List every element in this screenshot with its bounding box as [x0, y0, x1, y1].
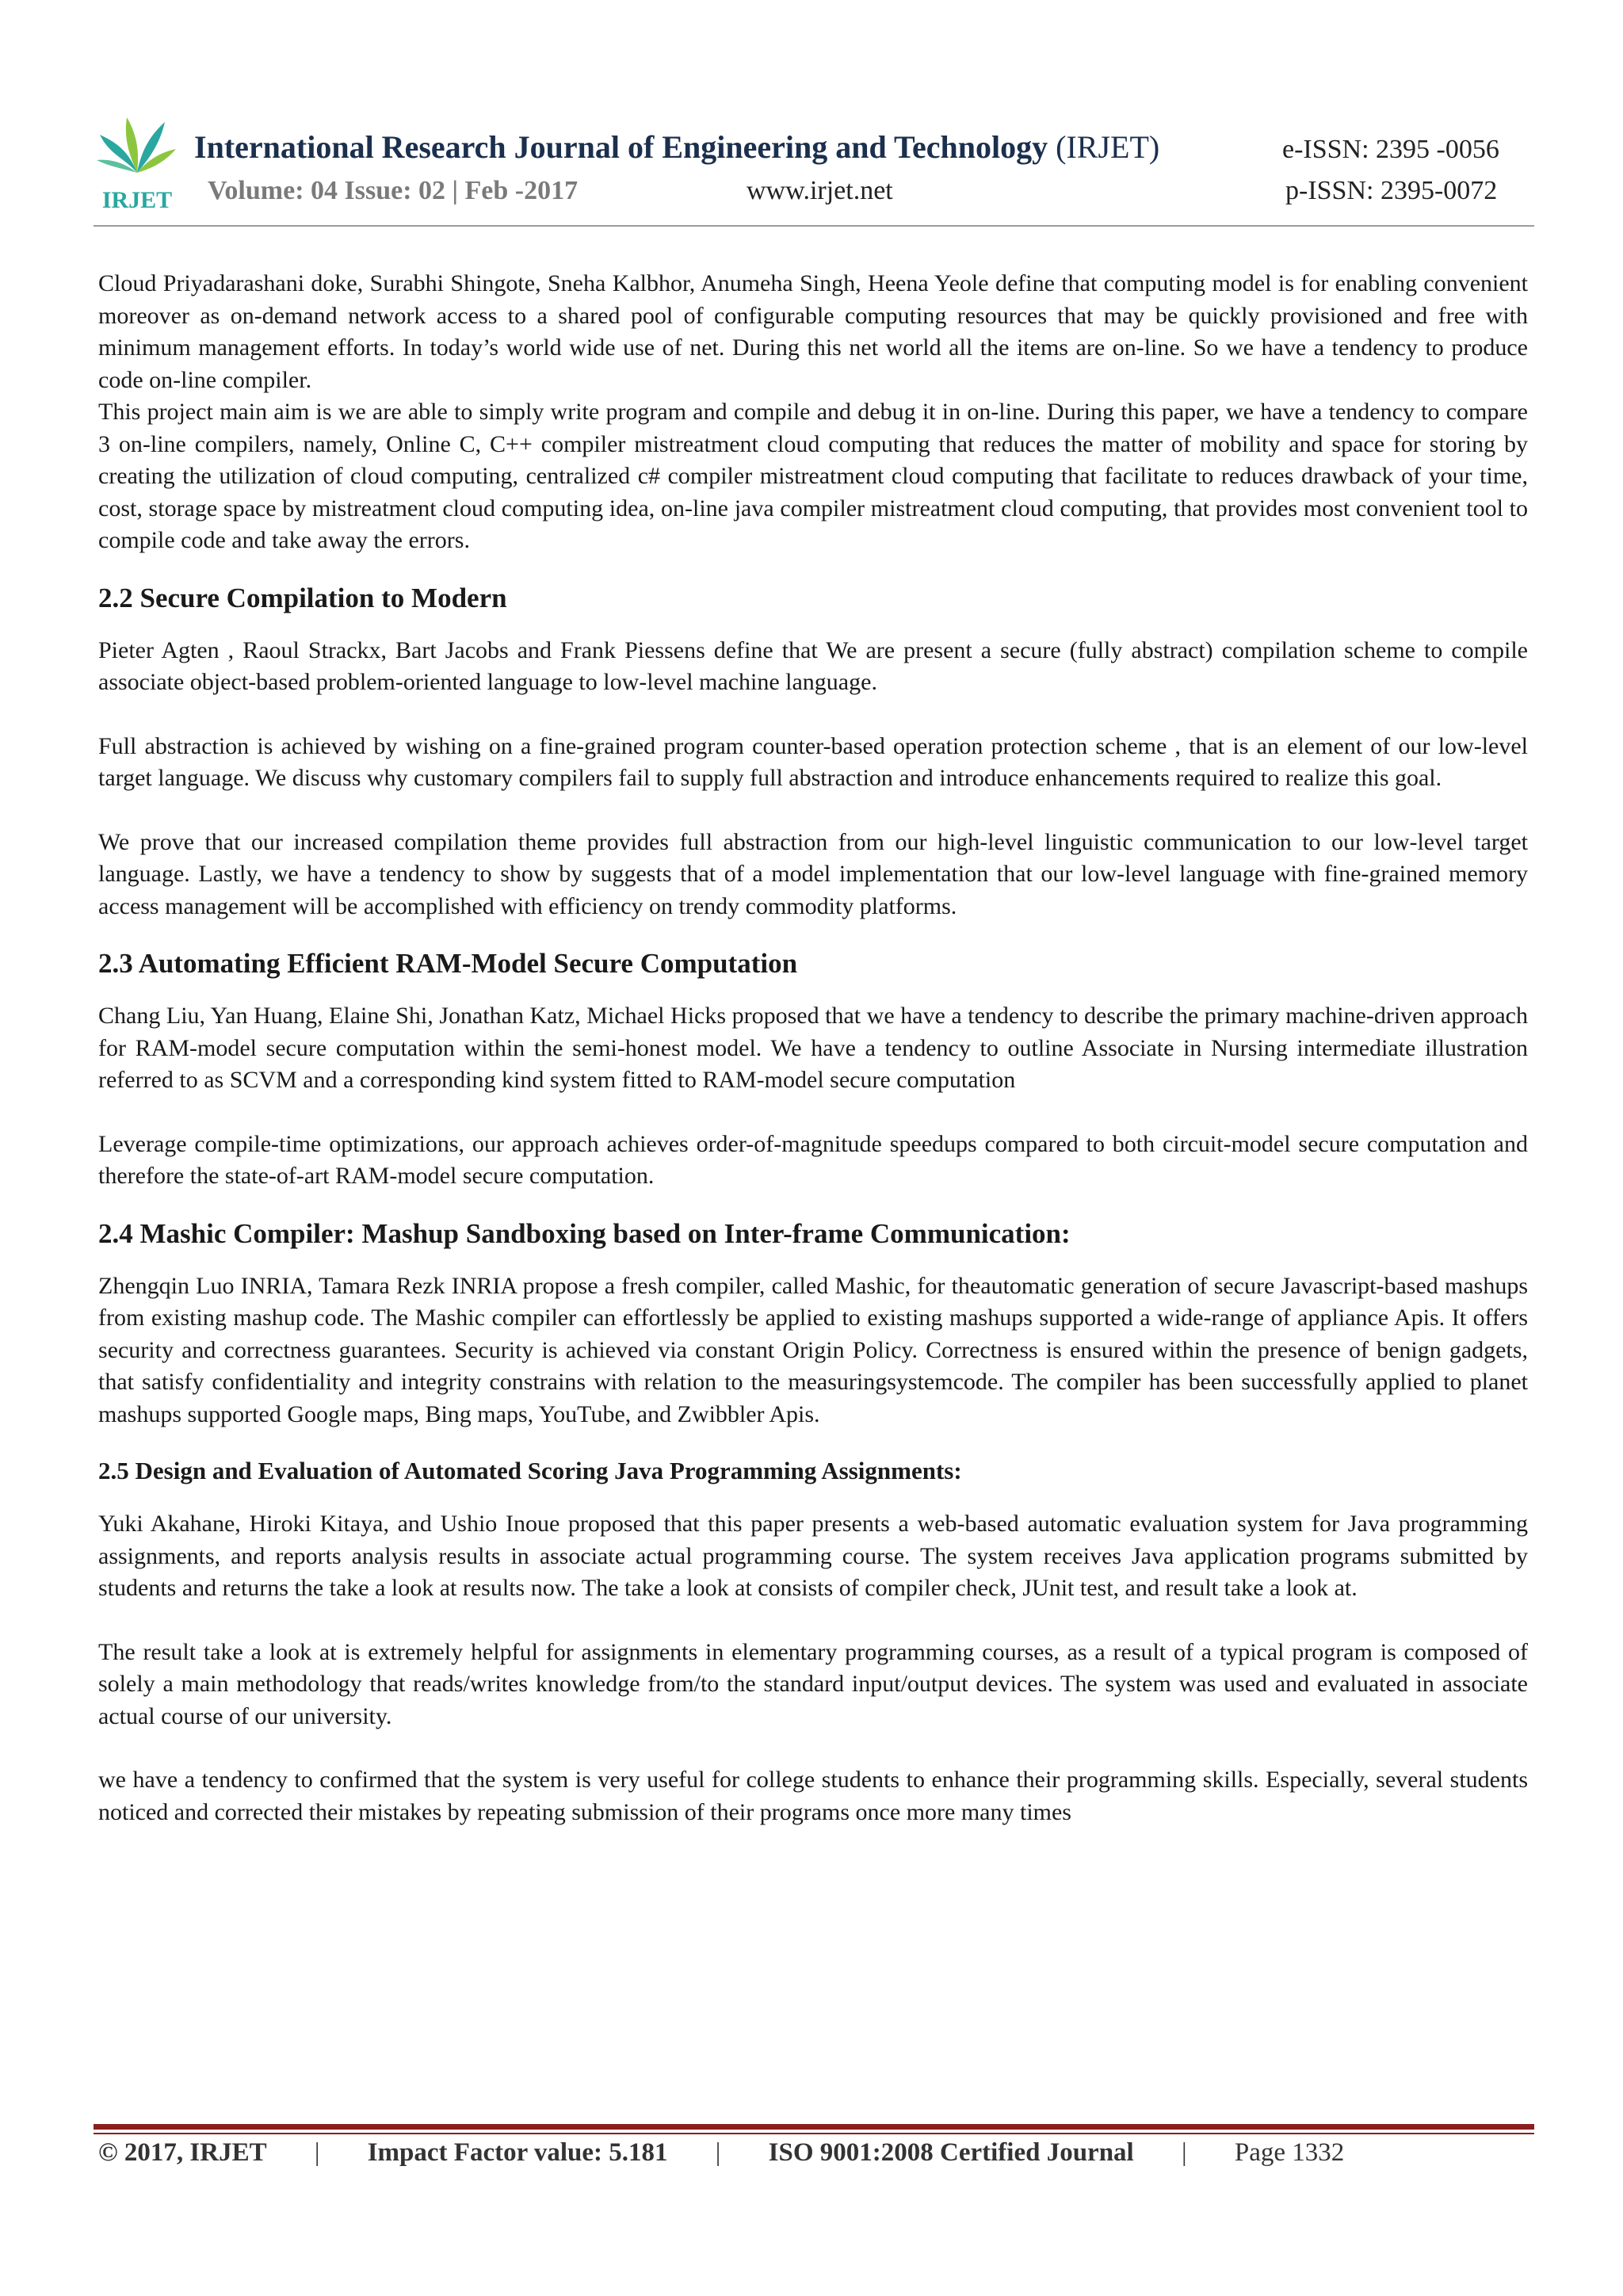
footer-page-number: Page 1332 — [1234, 2138, 1345, 2167]
volume-info: Volume: 04 Issue: 02 | Feb -2017 — [208, 176, 579, 205]
paragraph: Full abstraction is achieved by wishing on a fine-grained program counter-based operation protection scheme , that is an element of our low-level target language. We discuss why customary compilers fail to supply full abstraction and introduce enhancements required to realize this goal. — [98, 732, 1528, 791]
article-body — [98, 268, 1528, 1828]
paragraph: Leverage compile-time optimizations, our approach achieves order-of-magnitude speedups compared to both circuit-model secure computation and therefore the state-of-art RAM-model secure computation. — [98, 1130, 1528, 1189]
paragraph: This project main aim is we are able to simply write program and compile and debug it in on-line. During this paper, we have a tendency to compare 3 on-line compilers, namely, Online C, C++ compiler mistreatment cloud computing that reduces the matter of mobility and space for storing by creating the utilization of cloud computing, centralized c# compiler mistreatment cloud computing that facilitate to reduces drawback of your time, cost, storage space by mistreatment cloud computing idea, on-line java compiler mistreatment cloud computing, that provides most convenient tool to compile code and take away the errors. — [98, 399, 1528, 553]
paragraph: Chang Liu, Yan Huang, Elaine Shi, Jonathan Katz, Michael Hicks proposed that we have a tendency to describe the primary machine-driven approach for RAM-model secure computation within the semi-honest model. We have a tendency to outline Associate in Nursing intermediate illustration referred to as SCVM and a corresponding kind system fitted to RAM-model secure computation — [98, 1003, 1528, 1093]
e-issn: e-ISSN: 2395 -0056 — [1282, 135, 1499, 164]
footer-rule-thin — [94, 2133, 1534, 2134]
logo-text: IRJET — [101, 187, 173, 213]
p-issn: p-ISSN: 2395-0072 — [1285, 176, 1498, 205]
paragraph: Zhengqin Luo INRIA, Tamara Rezk INRIA propose a fresh compiler, called Mashic, for theautomatic generation of secure Javascript-based mashups from existing mashup code. The Mashic compiler can effortlessly be applied to existing mashups supported a wide-range of appliance Apis. It offers security and correctness guarantees. Security is achieved via constant Origin Policy. Correctness is ensured within the presence of benign gadgets, that satisfy confidentiality and integrity constrains with relation to the measuringsystemcode. The compiler has been successfully applied to planet mashups supported Google maps, Bing maps, YouTube, and Zwibbler Apis. — [98, 1272, 1528, 1427]
paragraph: The result take a look at is extremely helpful for assignments in elementary programming courses, as a result of a typical program is composed of solely a main methodology that reads/writes knowledge from/to the standard input/output devices. The system was used and evaluated in associate actual course of our university. — [98, 1638, 1528, 1729]
footer-iso: ISO 9001:2008 Certified Journal — [768, 2138, 1134, 2167]
page-header — [0, 0, 1623, 238]
page-footer — [98, 2138, 1344, 2168]
paragraph: Pieter Agten , Raoul Strackx, Bart Jacobs and Frank Piessens define that We are present a secure (fully abstract) compilation scheme to compile associate object-based problem-oriented language to low-level machine language. — [98, 636, 1528, 695]
paragraph: Yuki Akahane, Hiroki Kitaya, and Ushio Inoue proposed that this paper presents a web-based automatic evaluation system for Java programming assignments, and reports analysis results in associate actual programming course. The system receives Java application programs submitted by students and returns the take a look at results now. The take a look at consists of compiler check, JUnit test, and result take a look at. — [98, 1511, 1528, 1601]
journal-name: International Research Journal of Engineering and Technology — [194, 129, 1048, 165]
journal-abbr: (IRJET) — [1056, 129, 1160, 165]
section-heading-2-3: 2.3 Automating Efficient RAM-Model Secure Computation — [98, 948, 798, 979]
section-heading-2-4: 2.4 Mashic Compiler: Mashup Sandboxing based on Inter-frame Communication: — [98, 1217, 1071, 1249]
section-heading-2-5: 2.5 Design and Evaluation of Automated Scoring Java Programming Assignments: — [98, 1457, 962, 1484]
footer-separator: | — [715, 2138, 721, 2167]
footer-rule-thick — [94, 2124, 1534, 2130]
footer-separator: | — [1181, 2138, 1187, 2167]
footer-separator: | — [314, 2138, 320, 2167]
header-divider — [94, 225, 1534, 227]
irjet-logo — [94, 111, 181, 214]
footer-impact-factor: Impact Factor value: 5.181 — [367, 2138, 668, 2167]
website-link[interactable]: www.irjet.net — [747, 176, 893, 205]
paragraph: Cloud Priyadarashani doke, Surabhi Shingote, Sneha Kalbhor, Anumeha Singh, Heena Yeole define that computing model is for enabling convenient moreover as on-demand network access to a shared pool of configurable computing resources that may be quickly provisioned and free with minimum management efforts. In today’s world wide use of net. During this net world all the items are on-line. So we have a tendency to produce code on-line compiler. — [98, 270, 1528, 393]
footer-copyright: © 2017, IRJET — [98, 2138, 267, 2167]
section-heading-2-2: 2.2 Secure Compilation to Modern — [98, 582, 507, 613]
paragraph: We prove that our increased compilation theme provides full abstraction from our high-level linguistic communication to our low-level target language. Lastly, we have a tendency to show by suggests that of a model implementation that our low-level language with fine-grained memory access management will be accomplished with efficiency on trendy commodity platforms. — [98, 828, 1528, 919]
journal-title — [194, 128, 1159, 166]
paragraph: we have a tendency to confirmed that the system is very useful for college students to enhance their programming skills. Especially, several students noticed and corrected their mistakes by repeating submission of their programs once more many times — [98, 1767, 1528, 1825]
